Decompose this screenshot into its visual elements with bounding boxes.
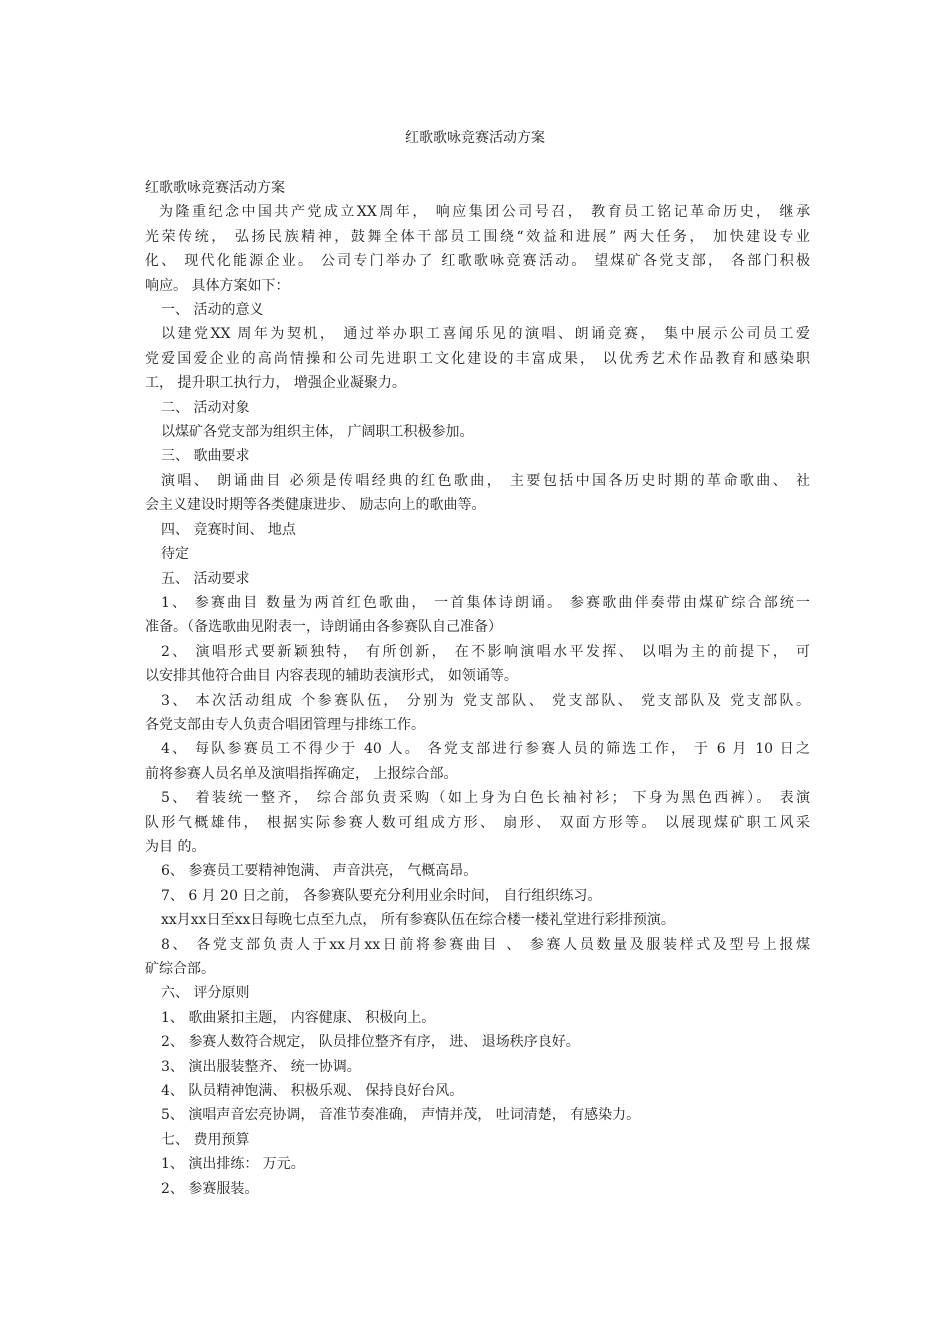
body-line: 响应。 具体方案如下： (145, 277, 290, 294)
body-line: 2、 参赛服装。 (161, 1180, 259, 1197)
body-line: 各党支部由专人负责合唱团管理与排练工作。 (145, 716, 425, 733)
body-line: 演唱、 朗诵曲目 必须是传唱经典的红色歌曲， 主要包括中国各历史时期的革命歌曲、 社 (161, 472, 810, 489)
body-line: 6、 参赛员工要精神饱满、 声音洪亮， 气概高昂。 (161, 863, 478, 880)
body-line: 工， 提升职工执行力， 增强企业凝聚力。 (145, 375, 406, 392)
body-line: 化、 现代化能源企业。 公司专门举办了 红歌歌咏竞赛活动。 望煤矿各党支部， 各部门积极 (145, 253, 810, 270)
body-line: 队形气概雄伟， 根据实际参赛人数可组成方形、 扇形、 双面方形等。 以展现煤矿职工风采 (145, 814, 810, 831)
body-line: 以煤矿各党支部为组织主体， 广阔职工积极参加。 (161, 424, 474, 441)
document-title: 红歌歌咏竞赛活动方案 (405, 130, 545, 146)
body-line: 会主义建设时期等各类健康进步、 励志向上的歌曲等。 (145, 497, 486, 514)
body-line: 一、 活动的意义 (161, 302, 264, 319)
body-line: 8、 各党支部负责人于xx月xx日前将参赛曲目 、 参赛人员数量及服装样式及型号上报煤 (161, 936, 810, 953)
body-line: 1、 参赛曲目 数量为两首红色歌曲， 一首集体诗朗诵。 参赛歌曲伴奏带由煤矿综合部统一 (161, 594, 810, 611)
body-line: 4、 每队参赛员工不得少于 40 人。 各党支部进行参赛人员的筛选工作， 于 6 月 10 日之 (161, 741, 810, 758)
body-line: 六、 评分原则 (161, 985, 250, 1002)
body-line: 1、 歌曲紧扣主题， 内容健康、 积极向上。 (161, 1009, 436, 1026)
body-line: 矿综合部。 (145, 961, 215, 977)
body-line: 待定 (161, 546, 189, 563)
body-line: 前将参赛人员名单及演唱指挥确定， 上报综合部。 (145, 765, 458, 782)
body-line: 三、 歌曲要求 (161, 448, 250, 465)
body-line: 5、 着装统一整齐， 综合部负责采购（如上身为白色长袖衬衫； 下身为黑色西裤）。 表演 (161, 790, 810, 807)
body-line: 1、 演出排练： 万元。 (161, 1156, 305, 1173)
body-line: xx月xx日至xx日每晚七点至九点， 所有参赛队伍在综合楼一楼礼堂进行彩排预演。 (161, 912, 675, 929)
body-line: 以建党XX 周年为契机， 通过举办职工喜闻乐见的演唱、朗诵竞赛， 集中展示公司员工爱 (161, 326, 810, 343)
body-line: 五、 活动要求 (161, 570, 250, 587)
body-line: 7、 6 月 20 日之前， 各参赛队要充分利用业余时间， 自行组织练习。 (161, 887, 602, 904)
body-line: 5、 演唱声音宏亮协调， 音准节奏准确， 声情并茂， 吐词清楚， 有感染力。 (161, 1107, 641, 1124)
body-line: 以安排其他符合曲目 内容表现的辅助表演形式， 如领诵等。 (145, 668, 518, 685)
body-line: 为隆重纪念中国共产党成立XX周年， 响应集团公司号召， 教育员工铭记革命历史， 继承 (159, 204, 810, 221)
body-line: 党爱国爱企业的高尚情操和公司先进职工文化建设的丰富成果， 以优秀艺术作品教育和感染职 (145, 350, 810, 367)
body-line: 七、 费用预算 (161, 1131, 250, 1148)
body-line: 3、 本次活动组成 个参赛队伍， 分别为 党支部队、 党支部队、 党支部队及 党支部队。 (161, 692, 810, 709)
body-line: 4、 队员精神饱满、 积极乐观、 保持良好台风。 (161, 1083, 464, 1100)
body-line: 二、 活动对象 (161, 399, 250, 416)
body-line: 2、 参赛人数符合规定， 队员排位整齐有序， 进、 退场秩序良好。 (161, 1034, 580, 1051)
body-line: 四、 竞赛时间、 地点 (161, 521, 296, 538)
body-line: 为目 的。 (145, 838, 206, 855)
body-line: 2、 演唱形式要新颖独特， 有所创新， 在不影响演唱水平发挥、 以唱为主的前提下， 可 (161, 643, 810, 660)
document-body (145, 176, 810, 1201)
body-line: 3、 演出服装整齐、 统一协调。 (161, 1058, 361, 1075)
body-line: 光荣传统， 弘扬民族精神，鼓舞全体干部员工围绕“效益和进展” 两大任务， 加快建设专业 (145, 228, 810, 245)
body-line: 红歌歌咏竞赛活动方案 (145, 180, 285, 196)
body-line: 准备。（备选歌曲见附表一，诗朗诵由各参赛队自己准备） (145, 619, 502, 636)
